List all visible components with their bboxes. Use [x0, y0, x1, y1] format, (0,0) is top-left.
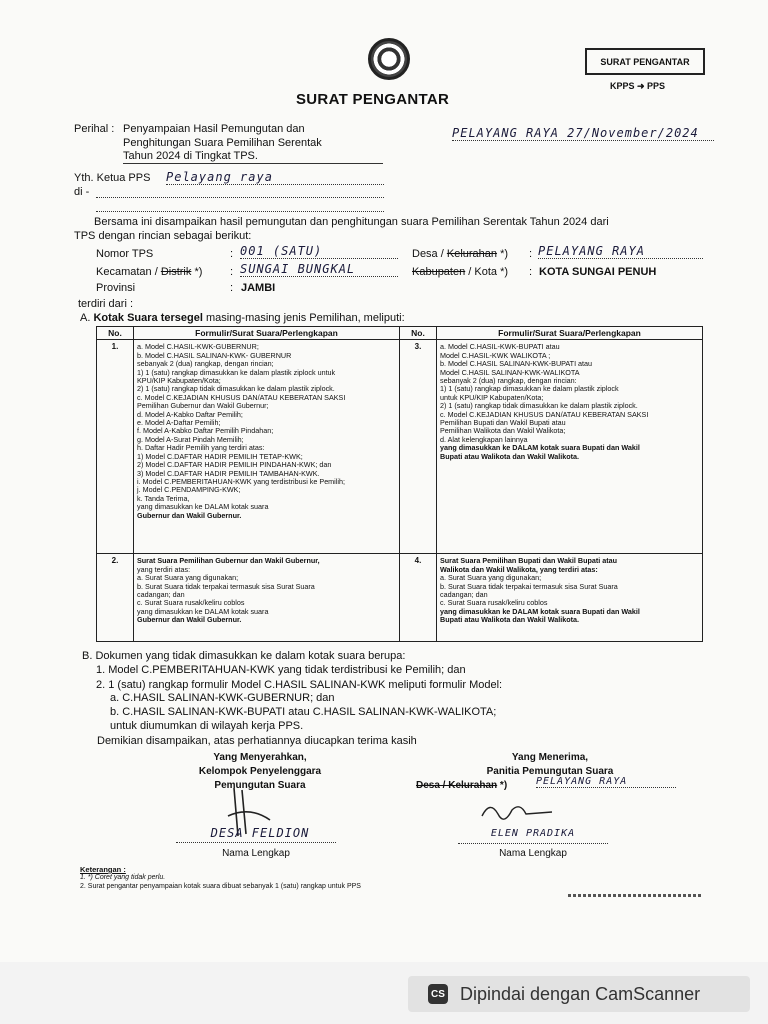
header-stamp-subtitle: KPPS ➜ PPS: [610, 81, 666, 91]
table-cell-no: 4.: [400, 554, 437, 642]
kabupaten-value: KOTA SUNGAI PENUH: [539, 266, 657, 278]
yth-di: di -: [74, 186, 90, 198]
list-item: e. Model A-Daftar Pemilih;: [137, 418, 221, 428]
table-header-no: No.: [97, 327, 134, 340]
table-cell-row-4: [437, 554, 703, 642]
kecamatan-value: SUNGAI BUNGKAL: [240, 262, 398, 277]
list-item: Bupati atau Walikota dan Wakil Walikota.: [440, 451, 579, 461]
header-stamp-box: SURAT PENGANTAR: [585, 48, 705, 75]
list-item: 2) Model C.DAFTAR HADIR PEMILIH PINDAHAN-KWK; dan: [137, 460, 332, 470]
sign-left-line-3: Pemungutan Suara: [214, 780, 306, 791]
list-item: b. Model C.HASIL SALINAN-KWK- GUBERNUR: [137, 350, 292, 360]
list-item: cadangan; dan: [137, 590, 185, 600]
perihal-line-2: Penghitungan Suara Pemilihan Serentak: [123, 137, 322, 149]
perihal-line-1: Penyampaian Hasil Pemungutan dan: [123, 123, 305, 135]
signature-right-mark: [478, 798, 558, 828]
list-item: h. Daftar Hadir Pemilih yang terdiri atas:: [137, 443, 265, 453]
desa-label: Desa / Kelurahan *): [412, 248, 509, 260]
camscanner-icon: CS: [428, 984, 448, 1004]
table-header-no: No.: [400, 327, 437, 340]
yth-label: Yth. Ketua PPS: [74, 172, 151, 184]
list-item: KPU/KIP Kabupaten/Kota;: [137, 376, 221, 386]
notes-title: Keterangan :: [80, 865, 126, 874]
sign-right-desa-handwritten: PELAYANG RAYA: [536, 776, 676, 788]
list-item: untuk KPU/KIP Kabupaten/Kota;: [440, 392, 544, 402]
list-item: sebanyak 2 (dua) rangkap, dengan rincian:: [440, 376, 577, 386]
list-item: yang dimasukkan ke DALAM kotak suara: [137, 502, 269, 512]
list-item: yang terdiri atas:: [137, 564, 191, 574]
closing-sentence: Demikian disampaikan, atas perhatiannya diucapkan terima kasih: [97, 735, 417, 747]
sign-left-line-1: Yang Menyerahkan,: [213, 752, 307, 763]
section-b-item-2b: b. C.HASIL SALINAN-KWK-BUPATI atau C.HASIL SALINAN-KWK-WALIKOTA;: [110, 706, 497, 718]
list-item: c. Surat Suara rusak/keliru coblos: [137, 598, 245, 608]
provinsi-label: Provinsi: [96, 282, 136, 294]
table-cell-no: 3.: [400, 340, 437, 554]
sign-right-line-1: Yang Menerima,: [511, 752, 589, 763]
list-item: g. Model A-Surat Pindah Memilih;: [137, 434, 244, 444]
divider: [458, 843, 608, 844]
camscanner-label: Dipindai dengan CamScanner: [460, 983, 701, 1004]
sign-left-name-handwritten: DESA FELDION: [210, 826, 310, 840]
table-cell-no: 1.: [97, 340, 134, 554]
list-item: 2) 1 (satu) rangkap tidak dimasukkan ke dalam plastik ziplock.: [137, 384, 335, 394]
kecamatan-label: Kecamatan / Distrik *): [96, 266, 203, 278]
list-item: 1) Model C.DAFTAR HADIR PEMILIH TETAP-KWK;: [137, 451, 303, 461]
list-item: Pemilihan Bupati dan Wakil Bupati atau: [440, 418, 566, 428]
notes-item-1: 1. *) Coret yang tidak perlu.: [80, 874, 166, 881]
list-item: Surat Suara Pemilihan Gubernur dan Wakil Gubernur,: [137, 556, 320, 566]
table-header-form: Formulir/Surat Suara/Perlengkapan: [437, 327, 703, 340]
list-item: Bupati atau Walikota dan Wakil Walikota.: [440, 615, 579, 625]
desa-value: PELAYANG RAYA: [538, 244, 703, 259]
sign-right-name-handwritten: ELEN PRADIKA: [490, 828, 576, 839]
colon: :: [529, 248, 533, 260]
sign-right-line-3: Desa / Kelurahan *): [416, 780, 508, 791]
colon: :: [230, 282, 234, 294]
section-b-item-2c: untuk diumumkan di wilayah kerja PPS.: [110, 720, 304, 732]
list-item: 3) Model C.DAFTAR HADIR PEMILIH TAMBAHAN-KWK.: [137, 468, 320, 478]
list-item: 1) 1 (satu) rangkap dimasukkan ke dalam plastik ziplock: [440, 384, 619, 394]
list-item: a. Surat Suara yang digunakan;: [137, 573, 239, 583]
list-item: c. Surat Suara rusak/keliru coblos: [440, 598, 548, 608]
page-title: SURAT PENGANTAR: [296, 91, 450, 108]
divider: [96, 197, 384, 198]
kpu-logo-seal: [368, 38, 410, 80]
list-item: Model C.HASIL-KWK WALIKOTA ;: [440, 350, 551, 360]
list-item: Model C.HASIL SALINAN-KWK-WALIKOTA: [440, 367, 580, 377]
section-b-item-2: 2. 1 (satu) rangkap formulir Model C.HASIL SALINAN-KWK meliputi formulir Model:: [96, 679, 503, 691]
list-item: yang dimasukkan ke DALAM kotak suara Bupati dan Wakil: [440, 606, 640, 616]
list-item: d. Model A-Kabko Daftar Pemilih;: [137, 409, 243, 419]
list-item: c. Model C.KEJADIAN KHUSUS DAN/ATAU KEBERATAN SAKSI: [137, 392, 346, 402]
list-item: Gubernur dan Wakil Gubernur.: [137, 510, 242, 520]
list-item: k. Tanda Terima,: [137, 493, 190, 503]
list-item: f. Model A-Kabko Daftar Pemilih Pindahan;: [137, 426, 274, 436]
section-b-item-2a: a. C.HASIL SALINAN-KWK-GUBERNUR; dan: [110, 692, 335, 704]
list-item: Pemilihan Gubernur dan Wakil Gubernur;: [137, 401, 269, 411]
intro-line-1: Bersama ini disampaikan hasil pemungutan dan penghitungan suara Pemilihan Serentak Tahun 2024 dari: [94, 216, 609, 228]
kabupaten-label: Kabupaten / Kota *): [412, 266, 509, 278]
perihal-label: Perihal :: [74, 123, 115, 135]
table-cell-row-2: [134, 554, 400, 642]
terdiri-dari-label: terdiri dari :: [78, 298, 134, 310]
table-cell-row-3: [437, 340, 703, 554]
list-item: d. Alat kelengkapan lainnya: [440, 434, 528, 444]
colon: :: [230, 248, 234, 260]
colon: :: [529, 266, 533, 278]
sign-left-caption: Nama Lengkap: [222, 848, 290, 859]
list-item: c. Model C.KEJADIAN KHUSUS DAN/ATAU KEBERATAN SAKSI: [440, 409, 649, 419]
nomor-tps-value: 001 (SATU): [240, 244, 398, 259]
ballot-box-contents-table: [96, 326, 703, 642]
list-item: Surat Suara Pemilihan Bupati dan Wakil Bupati atau: [440, 556, 618, 566]
list-item: a. Model C.HASIL-KWK-GUBERNUR;: [137, 342, 259, 352]
camscanner-watermark: [408, 976, 750, 1012]
divider: [96, 211, 384, 212]
list-item: a. Model C.HASIL-KWK-BUPATI atau: [440, 342, 560, 352]
list-item: Walikota dan Wakil Walikota, yang terdiri atas:: [440, 564, 598, 574]
table-cell-row-1: [134, 340, 400, 554]
list-item: a. Surat Suara yang digunakan;: [440, 573, 542, 583]
nomor-tps-label: Nomor TPS: [96, 248, 154, 260]
list-item: yang dimasukkan ke DALAM kotak suara Bupati dan Wakil: [440, 443, 640, 453]
list-item: b. Surat Suara tidak terpakai termasuk sisa Surat Suara: [440, 581, 618, 591]
sign-right-line-2: Panitia Pemungutan Suara: [486, 766, 614, 777]
section-b-heading: B. Dokumen yang tidak dimasukkan ke dalam kotak suara berupa:: [82, 650, 406, 662]
list-item: yang dimasukkan ke DALAM kotak suara: [137, 606, 269, 616]
list-item: i. Model C.PEMBERITAHUAN-KWK yang terdistribusi ke Pemilih;: [137, 476, 345, 486]
perihal-line-3: Tahun 2024 di Tingkat TPS.: [123, 150, 383, 164]
fine-print-decoration: [568, 894, 702, 897]
yth-value-handwritten: Pelayang raya: [166, 170, 384, 185]
table-header-form: Formulir/Surat Suara/Perlengkapan: [134, 327, 400, 340]
list-item: 1) 1 (satu) rangkap dimasukkan ke dalam plastik ziplock untuk: [137, 367, 336, 377]
place-date-handwritten: PELAYANG RAYA 27/November/2024: [452, 126, 714, 141]
list-item: Gubernur dan Wakil Gubernur.: [137, 615, 242, 625]
list-item: j. Model C.PENDAMPING-KWK;: [137, 485, 241, 495]
list-item: Pemilihan Walikota dan Wakil Walikota;: [440, 426, 566, 436]
list-item: b. Model C.HASIL SALINAN-KWK-BUPATI atau: [440, 359, 593, 369]
section-b-item-1: 1. Model C.PEMBERITAHUAN-KWK yang tidak terdistribusi ke Pemilih; dan: [96, 664, 466, 676]
table-cell-no: 2.: [97, 554, 134, 642]
list-item: b. Surat Suara tidak terpakai termasuk sisa Surat Suara: [137, 581, 315, 591]
sign-right-caption: Nama Lengkap: [499, 848, 567, 859]
divider: [176, 842, 336, 843]
list-item: 2) 1 (satu) rangkap tidak dimasukkan ke dalam plastik ziplock.: [440, 401, 638, 411]
provinsi-value: JAMBI: [241, 282, 276, 294]
colon: :: [230, 266, 234, 278]
intro-line-2: TPS dengan rincian sebagai berikut:: [74, 230, 252, 242]
list-item: cadangan; dan: [440, 590, 488, 600]
section-a-heading: A. Kotak Suara tersegel masing-masing jenis Pemilihan, meliputi:: [80, 312, 405, 324]
sign-left-line-2: Kelompok Penyelenggara: [198, 766, 322, 777]
notes-item-2: 2. Surat pengantar penyampaian kotak suara dibuat sebanyak 1 (satu) rangkap untuk PPS: [80, 883, 361, 890]
list-item: sebanyak 2 (dua) rangkap, dengan rincian;: [137, 359, 274, 369]
